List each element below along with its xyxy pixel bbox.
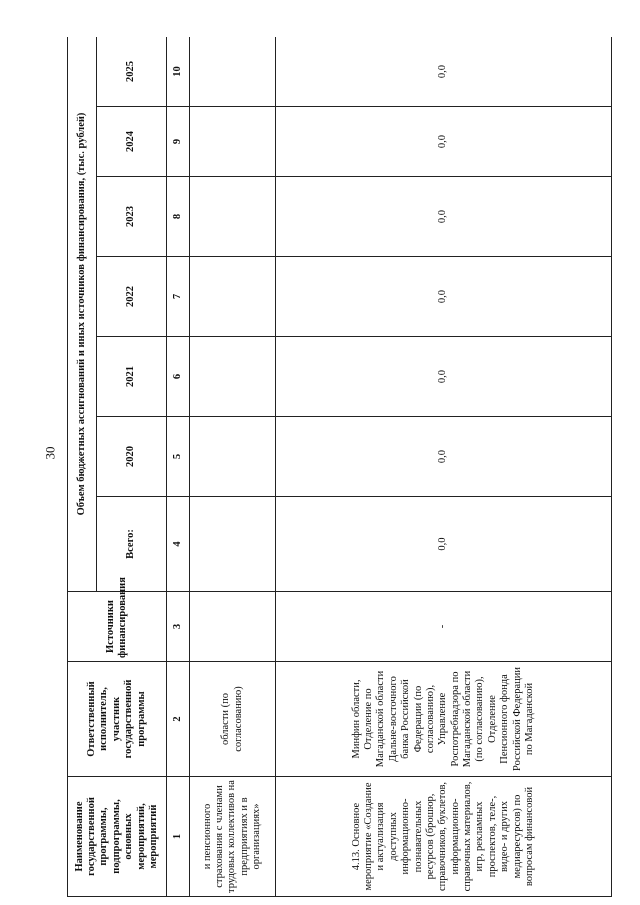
row-executor: области (по согласованию) <box>190 662 276 777</box>
header-year-2023: 2023 <box>97 177 167 257</box>
row-funding-source: - <box>276 592 612 662</box>
header-year-total: Всего: <box>97 497 167 592</box>
header-funding-volume: Объем бюджетных ассигнований и иных источников финансирования, (тыс. рублей) <box>68 37 97 592</box>
table-container <box>67 37 612 897</box>
row-value-2024: 0,0 <box>276 107 612 177</box>
column-number: 10 <box>167 37 190 107</box>
table-row <box>276 37 612 897</box>
header-row-1 <box>68 37 97 897</box>
header-funding-source: Источники финансирования <box>68 592 167 662</box>
column-number: 4 <box>167 497 190 592</box>
row-value-total <box>190 497 276 592</box>
row-value-2022 <box>190 257 276 337</box>
row-value-2022: 0,0 <box>276 257 612 337</box>
rotated-table-frame <box>67 37 612 897</box>
header-year-2025: 2025 <box>97 37 167 107</box>
table-row <box>190 37 276 897</box>
row-value-2020 <box>190 417 276 497</box>
row-value-2020: 0,0 <box>276 417 612 497</box>
header-year-2021: 2021 <box>97 337 167 417</box>
row-value-2021 <box>190 337 276 417</box>
row-executor: Минфин области, Отделение по Магаданской области Дальне-восточного банка Российской Федерации (по согласованию), Управление Роспотребнадзора по Магаданской области (по согласованию), Отделение Пенсионного фонда Российской Федерации по Магаданской <box>276 662 612 777</box>
page-number-text: 30 <box>42 446 57 460</box>
column-number: 8 <box>167 177 190 257</box>
row-value-2025: 0,0 <box>276 37 612 107</box>
column-number: 6 <box>167 337 190 417</box>
header-program-name: Наименование государственной программы, подпрограммы, основных мероприятий, мероприятий <box>68 777 167 897</box>
row-program-name: и пенсионного страхования с членами трудовых коллективов на предприятиях и в организациях» <box>190 777 276 897</box>
row-value-2023 <box>190 177 276 257</box>
header-year-2020: 2020 <box>97 417 167 497</box>
row-value-2021: 0,0 <box>276 337 612 417</box>
column-number: 9 <box>167 107 190 177</box>
header-executor: Ответственный исполнитель, участник государственной программы <box>68 662 167 777</box>
page-number <box>40 433 60 473</box>
row-value-2023: 0,0 <box>276 177 612 257</box>
financing-table <box>67 37 612 897</box>
row-value-2025 <box>190 37 276 107</box>
row-funding-source <box>190 592 276 662</box>
header-year-2024: 2024 <box>97 107 167 177</box>
row-value-total: 0,0 <box>276 497 612 592</box>
column-number: 3 <box>167 592 190 662</box>
column-number: 2 <box>167 662 190 777</box>
column-number: 5 <box>167 417 190 497</box>
column-number: 7 <box>167 257 190 337</box>
header-year-2022: 2022 <box>97 257 167 337</box>
column-number: 1 <box>167 777 190 897</box>
row-program-name: 4.13. Основное мероприятие «Создание и актуализация доступных информационно-познавательных ресурсов (брошюр, справочников, буклетов, информационно-справочных материалов, игр, рекламных проспектов, теле-, видео- и других медиаресурсов) по вопросам финансовой <box>276 777 612 897</box>
column-number-row <box>167 37 190 897</box>
row-value-2024 <box>190 107 276 177</box>
